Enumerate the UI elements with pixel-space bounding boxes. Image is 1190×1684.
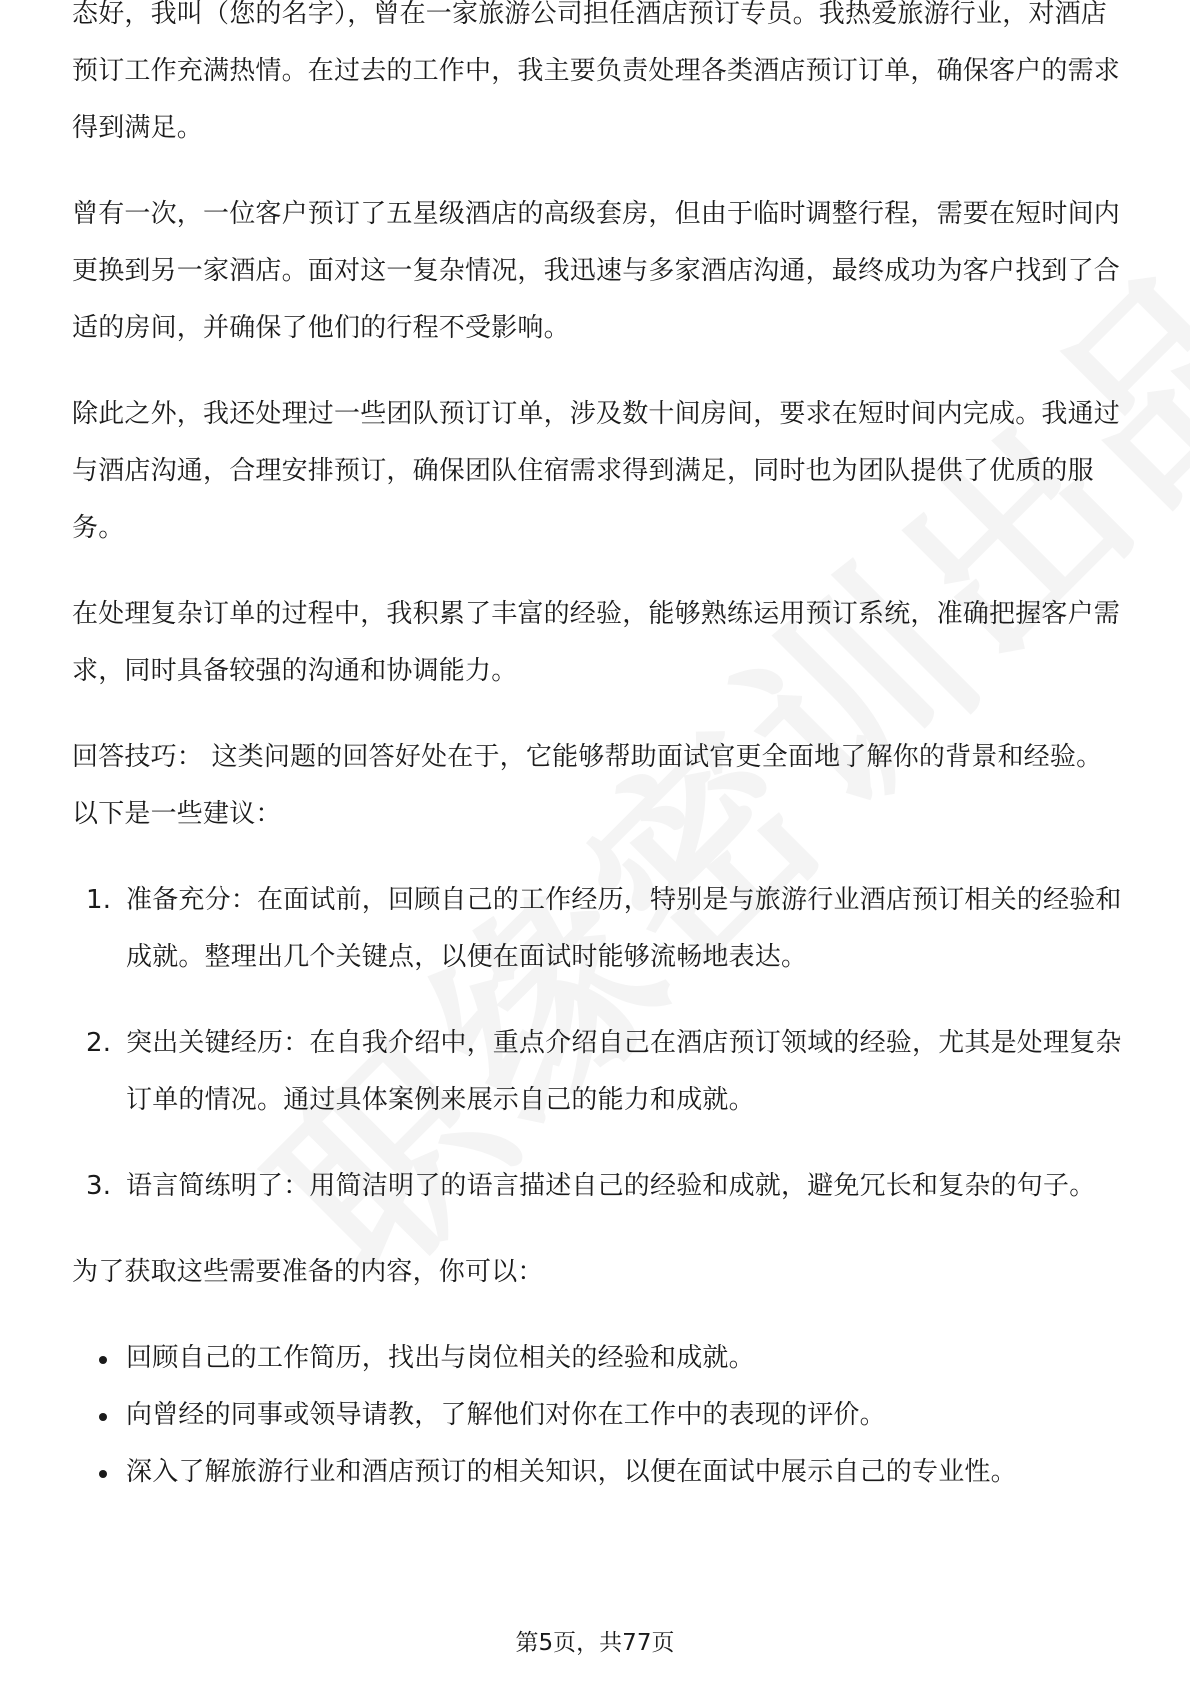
list-number: 3.: [86, 1171, 112, 1201]
list-item-text: 语言简练明了：用简洁明了的语言描述自己的经验和成就，避免冗长和复杂的句子。: [126, 1171, 1096, 1201]
paragraph-answer-tips: 回答技巧： 这类问题的回答好处在于，它能够帮助面试官更全面地了解你的背景和经验。以下是一些建议：: [72, 742, 1103, 829]
list-item-text: 向曾经的同事或领导请教，了解他们对你在工作中的表现的评价。: [126, 1400, 886, 1430]
list-number: 2.: [86, 1028, 112, 1058]
list-item: [72, 1015, 1122, 1129]
paragraph-intro: 态好，我叫（您的名字），曾在一家旅游公司担任酒店预订专员。我热爱旅游行业，对酒店预订工作充满热情。在过去的工作中，我主要负责处理各类酒店预订订单，确保客户的需求得到满足。: [72, 0, 1121, 143]
list-number: 1.: [86, 885, 112, 915]
list-item: [72, 1387, 1122, 1444]
page-number-footer: 第5页，共77页: [515, 1630, 675, 1656]
paragraph-prep-intro: 为了获取这些需要准备的内容，你可以：: [72, 1257, 544, 1287]
paragraph-case-suite: 曾有一次，一位客户预订了五星级酒店的高级套房，但由于临时调整行程，需要在短时间内更换到另一家酒店。面对这一复杂情况，我迅速与多家酒店沟通，最终成功为客户找到了合适的房间，并确保了他们的行程不受影响。: [72, 199, 1121, 343]
bullet-dot-icon: [99, 1470, 107, 1478]
list-item-text: 准备充分：在面试前，回顾自己的工作经历，特别是与旅游行业酒店预订相关的经验和成就。整理出几个关键点，以便在面试时能够流畅地表达。: [126, 885, 1122, 972]
bullet-dot-icon: [99, 1356, 107, 1364]
bullet-dot-icon: [99, 1413, 107, 1421]
paragraph-experience: 在处理复杂订单的过程中，我积累了丰富的经验，能够熟练运用预订系统，准确把握客户需求，同时具备较强的沟通和协调能力。: [72, 599, 1121, 686]
list-item-text: 回顾自己的工作简历，找出与岗位相关的经验和成就。: [126, 1343, 755, 1373]
list-item: [72, 872, 1122, 986]
prep-bullet-list: [72, 1330, 1122, 1501]
document-body: [72, 0, 1122, 1501]
paragraph-case-group: 除此之外，我还处理过一些团队预订订单，涉及数十间房间，要求在短时间内完成。我通过与酒店沟通，合理安排预订，确保团队住宿需求得到满足，同时也为团队提供了优质的服务。: [72, 399, 1121, 543]
list-item: [72, 1330, 1122, 1387]
list-item-text: 深入了解旅游行业和酒店预订的相关知识，以便在面试中展示自己的专业性。: [126, 1457, 1017, 1487]
list-item-text: 突出关键经历：在自我介绍中，重点介绍自己在酒店预订领域的经验，尤其是处理复杂订单的情况。通过具体案例来展示自己的能力和成就。: [126, 1028, 1122, 1115]
list-item: [72, 1158, 1122, 1215]
tips-numbered-list: [72, 872, 1122, 1215]
list-item: [72, 1444, 1122, 1501]
